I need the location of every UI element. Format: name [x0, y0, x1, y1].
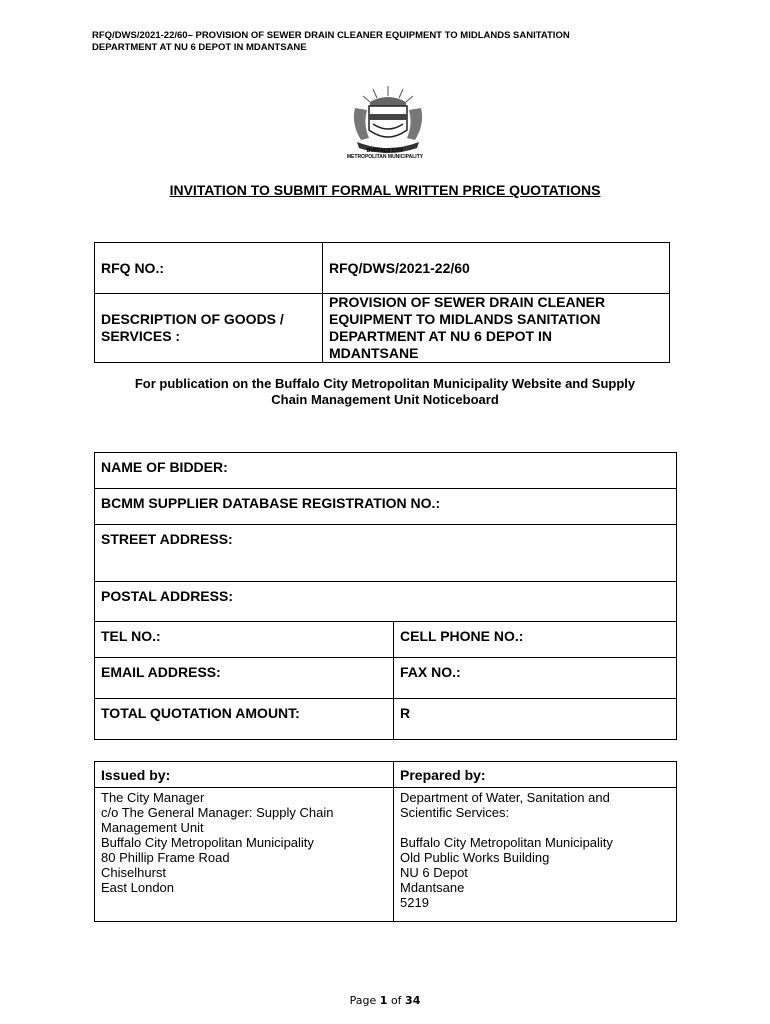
street-address-row — [95, 525, 677, 582]
prepared-by-line: Old Public Works Building — [400, 850, 550, 865]
issued-by-line: Chiselhurst — [101, 865, 167, 880]
prepared-by-line: Scientific Services: — [400, 805, 510, 820]
description-label-line-1: DESCRIPTION OF GOODS / — [101, 311, 284, 327]
header-line-2: DEPARTMENT AT NU 6 DEPOT IN MDANTSANE — [92, 42, 307, 53]
page-word: Page — [349, 994, 377, 1007]
issued-by-line: 80 Phillip Frame Road — [101, 850, 230, 865]
page-footer — [0, 994, 770, 1007]
publication-note-line-2: Chain Management Unit Noticeboard — [271, 392, 499, 407]
issued-by-line: The City Manager — [101, 790, 205, 805]
prepared-by-address — [394, 788, 677, 922]
issued-by-label: Issued by: — [95, 762, 394, 788]
prepared-by-line: Department of Water, Sanitation and — [400, 790, 610, 805]
total-pages: 34 — [405, 994, 421, 1007]
rfq-label: RFQ NO.: — [95, 243, 323, 294]
issued-prepared-table — [94, 761, 677, 922]
total-row — [95, 699, 677, 740]
postal-address-field[interactable]: POSTAL ADDRESS: — [95, 582, 677, 622]
of-word: of — [390, 994, 402, 1007]
prepared-by-line: Mdantsane — [400, 880, 465, 895]
description-value-line: PROVISION OF SEWER DRAIN CLEANER — [329, 294, 606, 310]
bcmm-registration-field[interactable]: BCMM SUPPLIER DATABASE REGISTRATION NO.: — [95, 489, 677, 525]
postal-address-row — [95, 582, 677, 622]
header-line-1: RFQ/DWS/2021-22/60– PROVISION OF SEWER DRAIN CLEANER EQUIPMENT TO MIDLANDS SANITATION — [92, 30, 570, 41]
prepared-by-line: 5219 — [400, 895, 429, 910]
issued-prepared-header-row — [95, 762, 677, 788]
phone-row — [95, 622, 677, 658]
cell-phone-field[interactable]: CELL PHONE NO.: — [394, 622, 677, 658]
email-field[interactable]: EMAIL ADDRESS: — [95, 658, 394, 699]
logo-caption — [330, 148, 440, 160]
description-value-line: EQUIPMENT TO MIDLANDS SANITATION — [329, 311, 601, 327]
issued-by-line: c/o The General Manager: Supply Chain — [101, 805, 334, 820]
description-value-line: MDANTSANE — [329, 345, 419, 361]
bidder-name-field[interactable]: NAME OF BIDDER: — [95, 453, 677, 489]
description-row — [95, 294, 670, 363]
description-label — [95, 294, 323, 363]
bcmm-row — [95, 489, 677, 525]
logo-caption-line-2: METROPOLITAN MUNICIPALITY — [346, 154, 424, 160]
bidder-name-row — [95, 453, 677, 489]
email-fax-row — [95, 658, 677, 699]
total-quotation-field[interactable]: R — [394, 699, 677, 740]
page-number: 1 — [379, 994, 388, 1007]
publication-note-line-1: For publication on the Buffalo City Metropolitan Municipality Website and Supply — [134, 376, 636, 391]
rfq-row — [95, 243, 670, 294]
bidder-details-table — [94, 452, 677, 740]
issued-by-line: Buffalo City Metropolitan Municipality — [101, 835, 314, 850]
rfq-info-table — [94, 242, 670, 363]
description-value — [323, 294, 670, 363]
issued-prepared-body-row — [95, 788, 677, 922]
issued-by-line: East London — [101, 880, 175, 895]
page-title: INVITATION TO SUBMIT FORMAL WRITTEN PRICE QUOTATIONS — [169, 182, 601, 198]
issued-by-address — [95, 788, 394, 922]
prepared-by-line: NU 6 Depot — [400, 865, 468, 880]
tel-field[interactable]: TEL NO.: — [95, 622, 394, 658]
description-label-line-2: SERVICES : — [101, 328, 181, 344]
issued-by-line: Management Unit — [101, 820, 204, 835]
publication-note — [100, 376, 670, 408]
logo-caption-line-1: BUFFALO CITY — [366, 148, 404, 154]
description-value-line: DEPARTMENT AT NU 6 DEPOT IN — [329, 328, 552, 344]
fax-field[interactable]: FAX NO.: — [394, 658, 677, 699]
prepared-by-line: Buffalo City Metropolitan Municipality — [400, 835, 613, 850]
street-address-field[interactable]: STREET ADDRESS: — [95, 525, 677, 582]
rfq-value: RFQ/DWS/2021-22/60 — [323, 243, 670, 294]
prepared-by-label: Prepared by: — [394, 762, 677, 788]
document-header — [92, 30, 682, 54]
prepared-by-line — [400, 820, 670, 835]
total-quotation-label: TOTAL QUOTATION AMOUNT: — [95, 699, 394, 740]
